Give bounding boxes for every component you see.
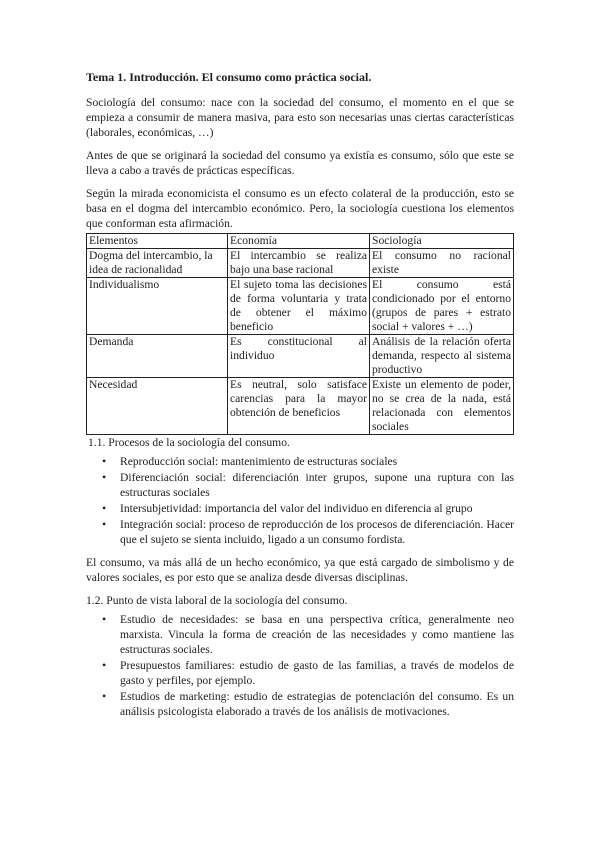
table-cell: Es neutral, solo satisface carencias para la mayor obtención de beneficios xyxy=(228,378,370,435)
table-cell: Demanda xyxy=(87,335,228,378)
list-item: • Reproducción social: mantenimiento de estructuras sociales xyxy=(120,454,514,469)
table-cell: El intercambio se realiza bajo una base racional xyxy=(228,249,370,278)
header-elementos: Elementos xyxy=(87,234,228,249)
document-page xyxy=(86,70,514,727)
header-sociologia: Sociología xyxy=(370,234,514,249)
list-item: • Integración social: proceso de reproducción de los procesos de diferenciación. Hacer que el sujeto se sienta incluido, ligado a un consumo fordista. xyxy=(120,517,514,547)
section-heading-laboral: 1.2. Punto de vista laboral de la sociología del consumo. xyxy=(86,594,348,607)
table-row xyxy=(87,249,514,278)
document-title: Tema 1. Introducción. El consumo como práctica social. xyxy=(86,70,372,84)
table-header-row xyxy=(87,234,514,249)
header-economia: Economía xyxy=(228,234,370,249)
list-laboral xyxy=(86,612,514,719)
table-cell: El consumo está condicionado por el entorno (grupos de pares + estrato social + valores + …) xyxy=(370,278,514,335)
table-cell: Necesidad xyxy=(87,378,228,435)
list-procesos xyxy=(86,454,514,547)
comparison-table xyxy=(86,233,514,435)
table-cell: El sujeto toma las decisiones de forma voluntaria y trata de obtener el máximo beneficio xyxy=(228,278,370,335)
list-item: • Diferenciación social: diferenciación inter grupos, supone una ruptura con las estructuras sociales xyxy=(120,470,514,500)
paragraph-economicist: Según la mirada economicista el consumo es un efecto colateral de la producción, esto se basa en el dogma del intercambio económico. Pero, la sociología cuestiona los elementos que conforman esta afirmación. xyxy=(86,187,514,230)
section-heading-procesos: 1.1. Procesos de la sociología del consumo. xyxy=(88,436,290,449)
list-item: • Estudios de marketing: estudio de estrategias de potenciación del consumo. Es un análisis psicologista elaborado a través de los análisis de motivaciones. xyxy=(120,689,514,719)
table-cell: Existe un elemento de poder, no se crea de la nada, está relacionada con elementos sociales xyxy=(370,378,514,435)
list-item: • Intersubjetividad: importancia del valor del individuo en diferencia al grupo xyxy=(120,501,514,516)
table-row xyxy=(87,378,514,435)
paragraph-origin: Antes de que se originará la sociedad del consumo ya existía es consumo, sólo que este se lleva a cabo a través de prácticas específicas. xyxy=(86,149,514,177)
paragraph-symbolism: El consumo, va más allá de un hecho económico, ya que está cargado de simbolismo y de valores sociales, es por esto que se analiza desde diversas disciplinas. xyxy=(86,556,514,584)
list-item: • Presupuestos familiares: estudio de gasto de las familias, a través de modelos de gasto y perfiles, por ejemplo. xyxy=(120,658,514,688)
list-item: • Estudio de necesidades: se basa en una perspectiva crítica, generalmente neo marxista. Vincula la forma de creación de las necesidades y como mantiene las estructuras sociales. xyxy=(120,612,514,657)
table-row xyxy=(87,278,514,335)
table-cell: Individualismo xyxy=(87,278,228,335)
table-cell: Es constitucional al individuo xyxy=(228,335,370,378)
table-cell: Dogma del intercambio, la idea de racionalidad xyxy=(87,249,228,278)
table-row xyxy=(87,335,514,378)
paragraph-intro: Sociología del consumo: nace con la sociedad del consumo, el momento en el que se empieza a consumir de manera masiva, para esto son necesarias unas ciertas características (laborales, económicas, …) xyxy=(86,96,514,139)
table-cell: Análisis de la relación oferta demanda, respecto al sistema productivo xyxy=(370,335,514,378)
table-cell: El consumo no racional existe xyxy=(370,249,514,278)
